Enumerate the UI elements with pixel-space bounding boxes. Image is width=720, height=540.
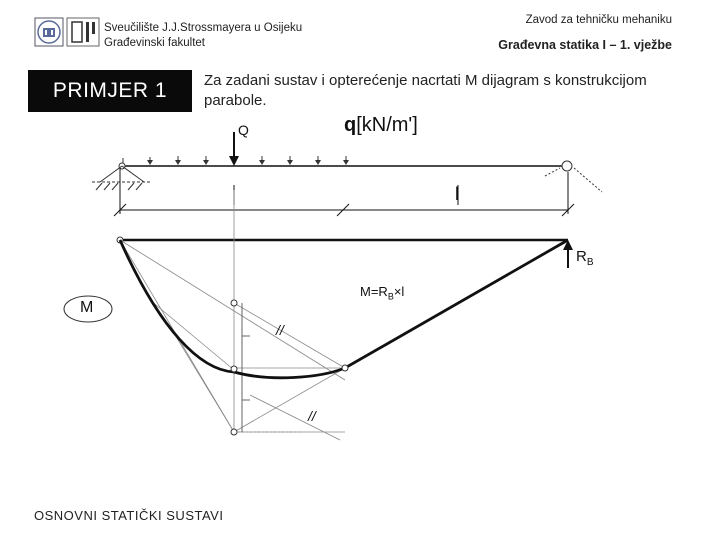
moment-formula-sub: B [387,291,394,302]
reaction-label-r: R [576,248,587,265]
faculty-name: Građevinski fakultet [104,37,205,49]
moment-formula-pre: M=R [360,284,388,299]
force-label-q: Q [238,122,249,138]
page-title: PRIMJER 1 [28,70,192,112]
department-name: Zavod za tehničku mehaniku [525,14,672,26]
task-text: Za zadani sustav i opterećenje nacrtati M dijagram s konstrukcijom parabole. [204,72,647,109]
load-label [344,114,418,137]
parallel-mark-1: // [276,322,284,338]
university-name: Sveučilište J.J.Strossmayera u Osijeku [104,22,303,34]
footer-text: OSNOVNI STATIČKI SUSTAVI [34,508,224,523]
moment-label: M [80,299,94,316]
course-name: Građevna statika I – 1. vježbe [498,38,672,52]
dimension-line [114,168,574,216]
load-label-q: q [344,114,357,136]
moment-curve [120,240,568,378]
reaction-label [576,248,594,268]
reaction-arrow-rb [563,240,573,268]
vertical-construction [242,303,250,432]
parallel-mark-2: // [308,408,316,424]
span-label: l [455,184,459,204]
support-left [92,163,152,190]
load-label-unit: [kN/m'] [356,114,418,136]
moment-formula [360,284,404,302]
construction-lines [120,190,345,440]
reaction-label-sub: B [586,257,594,268]
moment-formula-post: ×l [393,284,405,299]
